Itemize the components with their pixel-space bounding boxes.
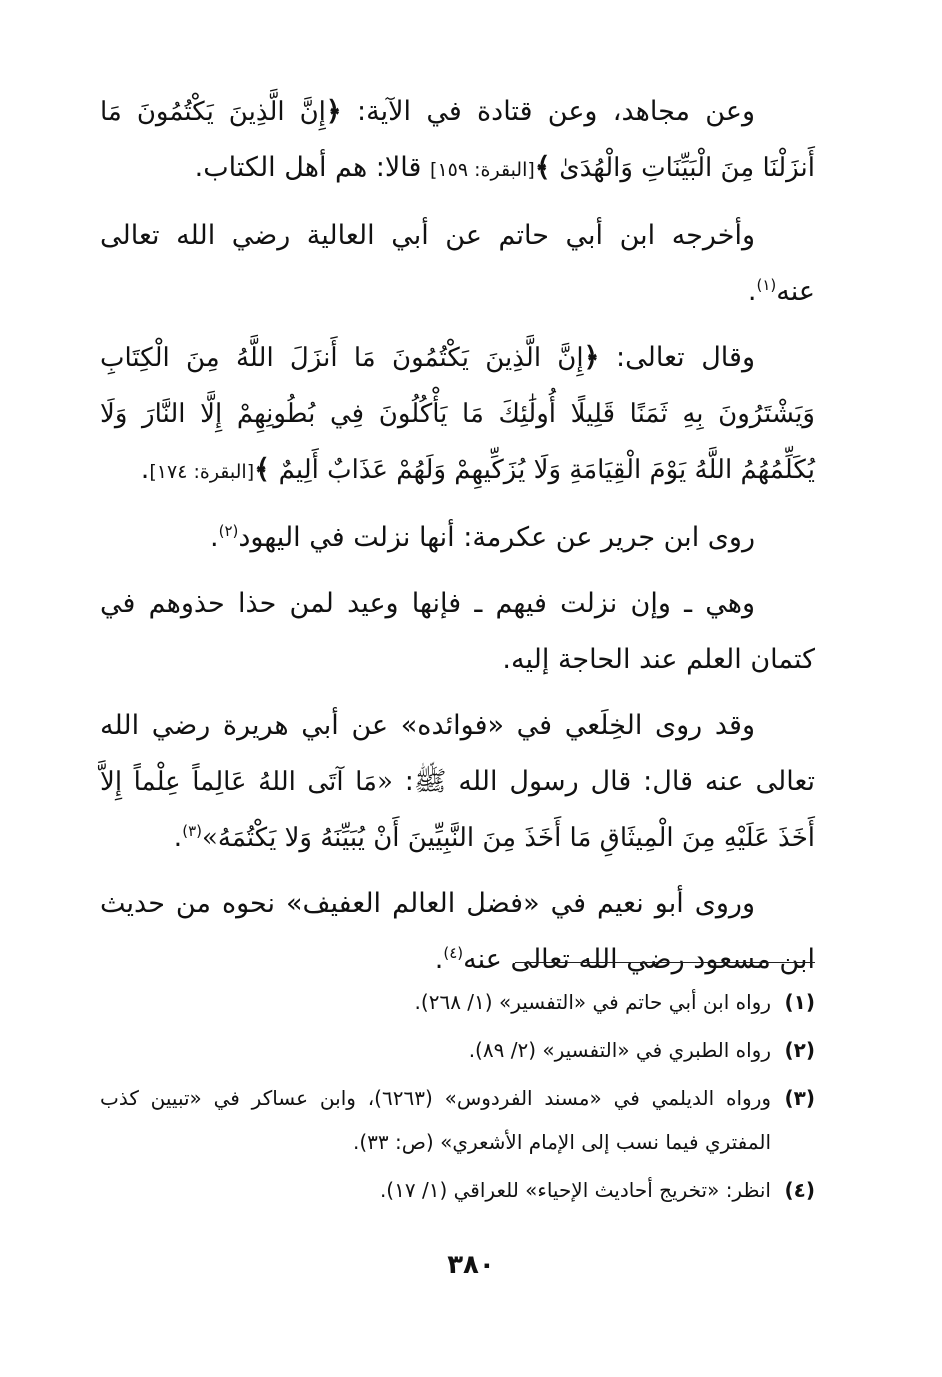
paragraph-text: وأخرجه ابن أبي حاتم عن أبي العالية رضي الله تعالى عنه [100,220,815,307]
footnote-text: رواه الطبري في «التفسير» (٢/ ٨٩). [468,1038,771,1062]
paragraph-ikrima [100,510,815,566]
paragraph-verse-174 [100,330,815,500]
footnote-2 [100,1028,815,1072]
paragraph-end: . [747,276,757,307]
paragraph-tail: قالا: هم أهل الكتاب. [194,152,431,183]
paragraph-abu-nuaym [100,876,815,988]
footnote-number: (٣) [784,1086,815,1110]
paragraph-khilaee [100,698,815,866]
paragraph-end: . [210,522,219,553]
quran-verse: إِنَّ الَّذِينَ يَكْتُمُونَ مَا أَنزَلْنَا مِنَ الْبَيِّنَاتِ وَالْهُدَىٰ [100,97,815,183]
paragraph-end: . [173,822,183,853]
verse-reference: [البقرة: ١٧٤] [149,461,255,483]
paragraph-intro: وقال تعالى: [599,342,755,373]
footnote-1 [100,980,815,1024]
quran-verse: إِنَّ الَّذِينَ يَكْتُمُونَ مَا أَنزَلَ اللَّهُ مِنَ الْكِتَابِ وَيَشْتَرُونَ بِهِ ثَمَنًا قَلِيلًا أُولَٰئِكَ مَا يَأْكُلُونَ فِي بُطُونِهِمْ إِلَّا النَّارَ وَلَا يُكَلِّمُهُمُ اللَّهُ يَوْمَ الْقِيَامَةِ وَلَا يُزَكِّيهِمْ وَلَهُمْ عَذَابٌ أَلِيمٌ [100,343,815,485]
paragraph-text: وهي ـ وإن نزلت فيهم ـ فإنها وعيد لمن حذا حذوهم في كتمان العلم عند الحاجة إليه. [100,588,815,675]
footnote-marker: (٣) [182,822,202,840]
footnotes [100,980,815,1216]
footnote-text: رواه ابن أبي حاتم في «التفسير» (١/ ٢٦٨). [414,990,771,1014]
ornate-bracket-close: ﴾ [534,152,551,183]
paragraph-tail: . [140,454,150,485]
hadith-quote: «مَا آتَى اللهُ عَالِماً عِلْماً إِلاَّ أَخَذَ عَلَيْهِ مِنَ الْمِيثَاقِ مَا أَخَذَ مِنَ النَّبِيِّينَ أَنْ يُبَيِّنَهُ وَلا يَكْتُمَهُ» [100,767,815,853]
paragraph-abu-hatim [100,208,815,320]
paragraph-mujahid [100,84,815,198]
paragraph-text: وروى أبو نعيم في «فضل العالم العفيف» نحوه من حديث ابن مسعود رضي الله تعالى عنه [100,888,815,975]
paragraph-text: روى ابن جرير عن عكرمة: أنها نزلت في اليهود [238,522,755,553]
footnote-3 [100,1076,815,1164]
footnote-marker: (٢) [218,522,239,540]
paragraph-intro: وقد روى الخِلَعي في «فوائده» عن أبي هريرة رضي الله تعالى عنه قال: قال رسول الله ﷺ: [100,710,815,797]
footnote-separator [515,962,815,963]
footnote-marker: (١) [756,276,777,294]
ornate-bracket-open: ﴿ [583,342,600,373]
paragraph-end: . [434,944,444,975]
footnote-number: (٤) [784,1178,815,1202]
page-number: ٣٨٠ [447,1250,495,1280]
footnote-number: (٢) [784,1038,815,1062]
ornate-bracket-close: ﴾ [254,454,270,485]
paragraph-warning [100,576,815,688]
footnote-text: انظر: «تخريج أحاديث الإحياء» للعراقي (١/ ١٧). [379,1178,771,1202]
main-text [100,84,815,998]
footnote-4 [100,1168,815,1212]
footnote-marker: (٤) [443,944,464,962]
verse-reference: [البقرة: ١٥٩] [430,159,535,181]
ornate-bracket-open: ﴿ [325,96,342,127]
footnote-number: (١) [784,990,815,1014]
paragraph-intro: وعن مجاهد، وعن قتادة في الآية: [341,96,756,127]
footnote-text: ورواه الديلمي في «مسند الفردوس» (٦٢٦٣)، وابن عساكر في «تبيين كذب المفتري فيما نسب إلى الإمام الأشعري» (ص: ٣٣). [100,1086,772,1154]
